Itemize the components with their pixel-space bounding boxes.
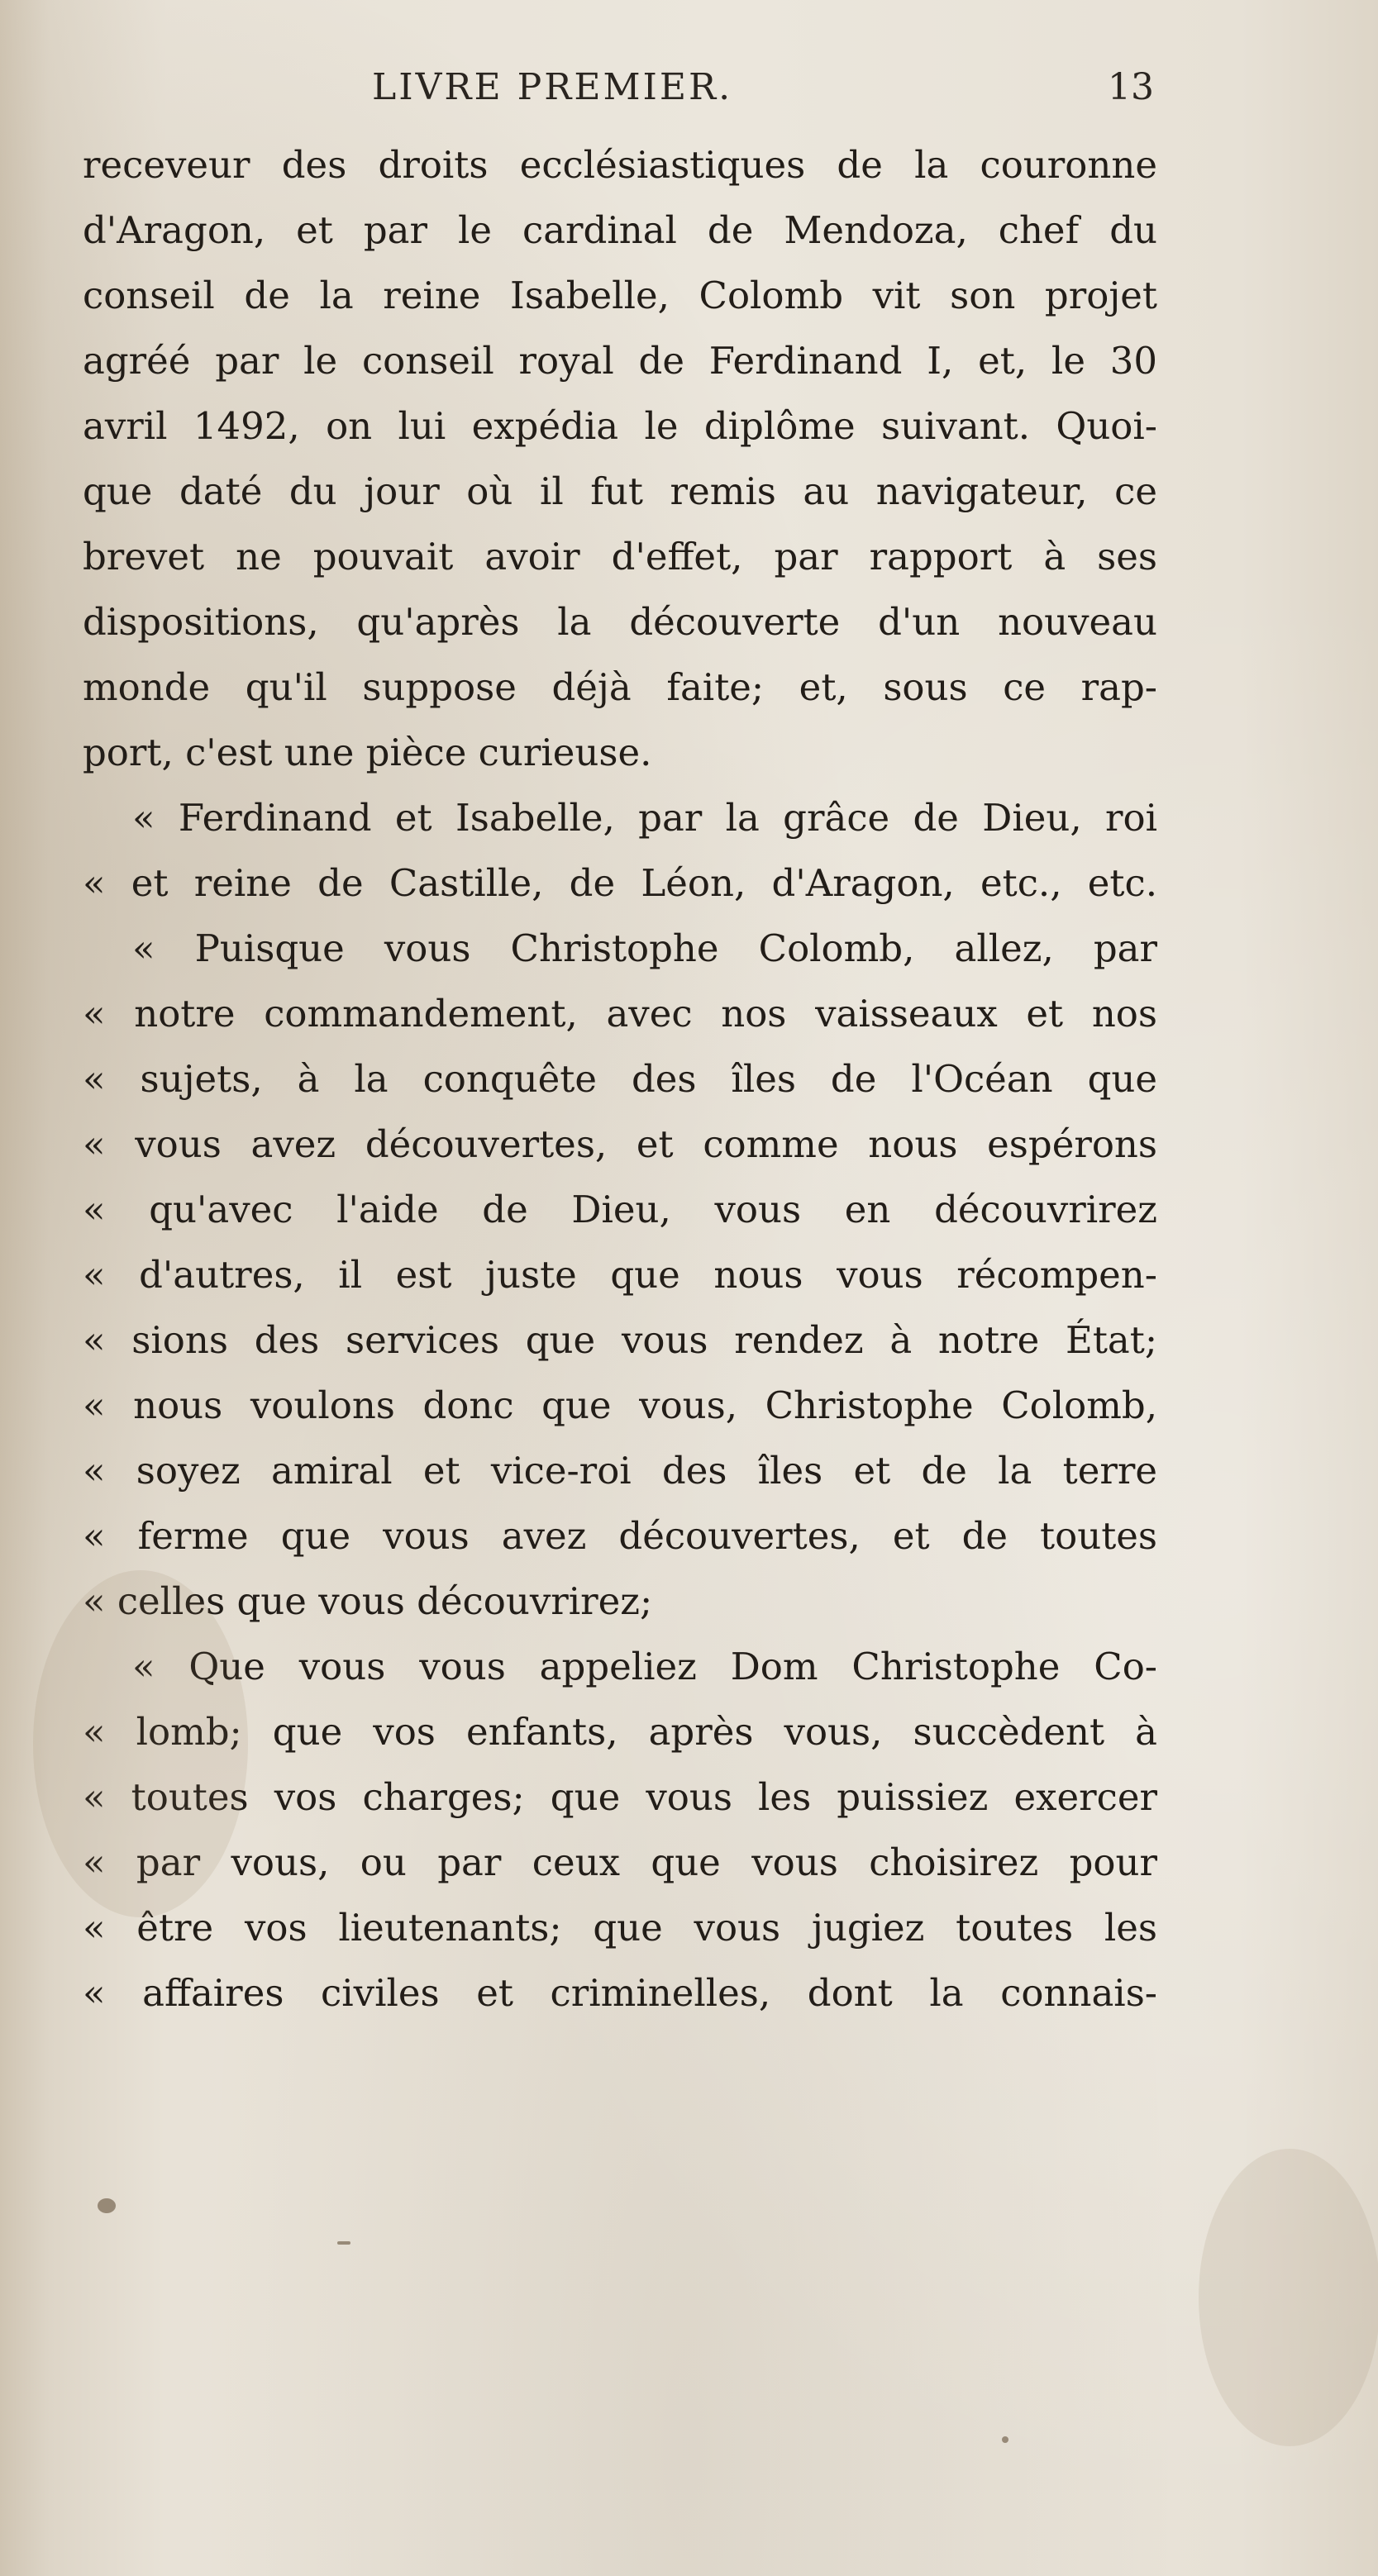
paper-stain (33, 1570, 248, 1917)
page-number: 13 (1108, 66, 1154, 108)
text-line: dispositions, qu'après la découverte d'un nouveau (83, 600, 1157, 644)
quote-line: « soyez amiral et vice-roi des îles et de la terre (83, 1449, 1157, 1493)
quote-line: « lomb; que vos enfants, après vous, succèdent à (83, 1710, 1157, 1754)
text-line: port, c'est une pièce curieuse. (83, 731, 652, 774)
text-line: agréé par le conseil royal de Ferdinand I, et, le 30 (83, 339, 1157, 383)
quote-line: « vous avez découvertes, et comme nous espérons (83, 1122, 1157, 1166)
text-line: que daté du jour où il fut remis au navigateur, ce (83, 469, 1157, 513)
quote-line: « toutes vos charges; que vous les puissiez exercer (83, 1775, 1157, 1819)
quote-line: « sions des services que vous rendez à notre État; (83, 1318, 1157, 1362)
quote-line: « affaires civiles et criminelles, dont la connais- (83, 1971, 1157, 2015)
paper-stain (1199, 2149, 1378, 2446)
text-line: monde qu'il suppose déjà faite; et, sous ce rap- (83, 665, 1157, 709)
text-line: d'Aragon, et par le cardinal de Mendoza, chef du (83, 208, 1157, 252)
ink-spot (98, 2198, 116, 2213)
text-line: brevet ne pouvait avoir d'effet, par rapport à ses (83, 535, 1157, 579)
text-line: receveur des droits ecclésiastiques de la couronne (83, 143, 1157, 187)
text-line: avril 1492, on lui expédia le diplôme suivant. Quoi- (83, 404, 1157, 448)
quote-line: « celles que vous découvrirez; (83, 1579, 653, 1623)
quote-line: « sujets, à la conquête des îles de l'Océan que (83, 1057, 1157, 1101)
quote-line: « d'autres, il est juste que nous vous récompen- (83, 1253, 1157, 1297)
quote-line: « nous voulons donc que vous, Christophe Colomb, (83, 1383, 1157, 1427)
quote-line: « Puisque vous Christophe Colomb, allez, par (132, 926, 1157, 970)
page-header (0, 66, 1378, 116)
quote-line: « par vous, ou par ceux que vous choisirez pour (83, 1840, 1157, 1884)
ink-spot (337, 2241, 350, 2245)
quote-line: « Ferdinand et Isabelle, par la grâce de Dieu, roi (132, 796, 1157, 840)
quote-line: « qu'avec l'aide de Dieu, vous en découvrirez (83, 1188, 1157, 1231)
quote-line: « Que vous vous appeliez Dom Christophe Co- (132, 1645, 1157, 1688)
text-line: conseil de la reine Isabelle, Colomb vit son projet (83, 274, 1157, 317)
ink-spot (1002, 2436, 1008, 2443)
quote-line: « notre commandement, avec nos vaisseaux et nos (83, 992, 1157, 1036)
quote-line: « ferme que vous avez découvertes, et de toutes (83, 1514, 1157, 1558)
quote-line: « et reine de Castille, de Léon, d'Aragon, etc., etc. (83, 861, 1157, 905)
quote-line: « être vos lieutenants; que vous jugiez toutes les (83, 1906, 1157, 1950)
running-title: LIVRE PREMIER. (372, 66, 733, 108)
